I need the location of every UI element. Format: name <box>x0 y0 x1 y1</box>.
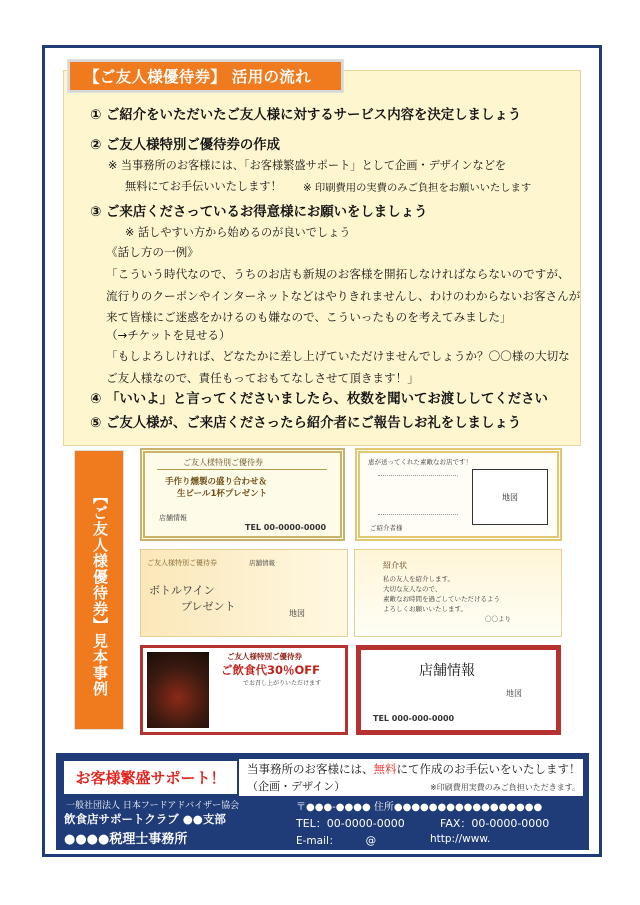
card1-tel: TEL 00-0000-0000 <box>245 523 327 532</box>
samples-side-label-text: 【ご友人様優待券】見本事例 <box>91 489 109 697</box>
flow-title <box>68 60 343 92</box>
footer-tel: TEL：00-0000-0000 <box>296 817 405 830</box>
card5-sub: でお召し上がりいただけます <box>243 680 322 687</box>
footer-url[interactable]: http://www. <box>430 833 491 845</box>
card6-tel: TEL 000-000-0000 <box>373 714 455 723</box>
step-2-note-2b: ※ 印刷費用の実費のみご負担をお願いいたします <box>303 182 532 194</box>
sample-card-4 <box>354 549 562 637</box>
footer-org-2: 飲食店サポートクラブ ●●支部 <box>64 812 226 826</box>
step-5: ⑤ ご友人様が、ご来店くださったら紹介者にご報告しお礼をしましょう <box>90 416 522 431</box>
card6-title: 店舗情報 <box>419 663 475 679</box>
step-3: ③ ご来店くださっているお得意様にお願いをしましょう <box>90 205 428 220</box>
footer <box>56 753 589 850</box>
card1-offer-1: 手作り燻製の盛り合わせ＆ <box>165 477 268 487</box>
step-1: ① ご紹介をいただいたご友人様に対するサービス内容を決定しましょう <box>90 108 522 123</box>
footer-org-3: ●●●●税理士事務所 <box>64 832 188 847</box>
card1-divider <box>157 469 327 470</box>
footer-message-free: 無料 <box>373 762 397 776</box>
sample-card-6 <box>356 645 561 735</box>
card4-line-4: よろしくお願いいたします。 <box>383 605 467 613</box>
card3-offer-1: ボトルワイン <box>149 584 215 597</box>
step-2-note-2a: 無料にてお手伝いいたします！ <box>125 180 282 193</box>
footer-address: 〒●●●-●●●● 住所●●●●●●●●●●●●●●●●● <box>296 802 543 813</box>
footer-note: ※印刷費用実費のみご負担いただきます。 <box>430 783 581 792</box>
footer-top-band <box>62 759 583 796</box>
footer-message-b: にて作成のお手伝いをいたします！ <box>396 762 581 776</box>
card2-message-lines <box>378 475 458 515</box>
footer-org-1: 一般社団法人 日本フードアドバイザー協会 <box>66 801 240 811</box>
card3-offer-2: プレゼント <box>181 600 236 613</box>
sample-card-3 <box>140 549 348 637</box>
step-2: ② ご友人様特別ご優待券の作成 <box>90 138 281 153</box>
footer-email[interactable]: E-mail： @ <box>296 835 377 847</box>
footer-badge-text: お客様繁盛サポート！ <box>75 769 226 787</box>
card5-photo <box>147 652 209 728</box>
step-4: ④ 「いいよ」と言ってくださいましたら、枚数を聞いてお渡ししてください <box>90 392 548 407</box>
quote-line-6: ご友人様なので、責任もっておもてなしさせて頂きます！」 <box>106 371 419 385</box>
card4-heading: 紹介状 <box>383 561 407 570</box>
card5-title: ご友人様特別ご優待券 <box>227 652 302 661</box>
sample-card-5 <box>140 645 348 735</box>
card3-shop-info: 店舗情報 <box>249 559 275 567</box>
samples-side-label <box>74 450 124 730</box>
card4-line-1: 私の友人を紹介します。 <box>383 575 454 583</box>
card1-title: ご友人様特別ご優待券 <box>183 458 263 467</box>
footer-message-line2: （企画・デザイン） <box>247 780 346 793</box>
sample-card-2 <box>355 448 562 541</box>
footer-fax: FAX：00-0000-0000 <box>440 817 550 830</box>
sample-card-1 <box>140 448 345 541</box>
card4-sign: 〇〇より <box>485 615 511 623</box>
quote-line-3: 来て皆様にご迷惑をかけるのも嫌なので、こういったものを考えてみました」 <box>106 310 512 324</box>
flow-title-text: 【ご友人様優待券】 活用の流れ <box>84 68 311 86</box>
card5-offer: ご飲食代30％OFF <box>221 663 320 677</box>
quote-line-1: 「こういう時代なので、うちのお店も新規のお客様を開拓しなければならないのですが、 <box>106 267 570 281</box>
card2-heading: 恵が送ってくれた素敵なお店です！ <box>368 458 472 466</box>
example-heading: 《話し方の一例》 <box>106 245 199 259</box>
footer-message-a: 当事務所のお客様には、 <box>247 762 374 776</box>
card2-signature: ご紹介者様 <box>370 524 403 532</box>
card1-shop-info: 店舗情報 <box>159 514 187 522</box>
card4-line-2: 大切な友人なので、 <box>383 585 442 593</box>
card3-title: ご友人様特別ご優待券 <box>147 559 217 567</box>
quote-line-5: 「もしよろしければ、どなたかに差し上げていただけませんでしょうか？〇〇様の大切な <box>106 349 570 363</box>
card2-map: 地図 <box>472 469 548 525</box>
card4-line-3: 素敵なお時間を過ごしていただけるよう <box>383 595 500 603</box>
card6-map: 地図 <box>506 689 522 698</box>
quote-line-4: （→チケットを見せる） <box>106 328 231 342</box>
step-2-note-1: ※ 当事務所のお客様には、「お客様繁盛サポート」として企画・デザインなどを <box>108 159 507 172</box>
footer-badge <box>62 759 239 796</box>
card1-offer-2: 生ビール1杯プレゼント <box>177 489 268 499</box>
step-3-note: ※ 話しやすい方から始めるのが良いでしょう <box>125 226 351 239</box>
card3-map: 地図 <box>289 609 305 618</box>
quote-line-2: 流行りのクーポンやインターネットなどはやりきれませんし、わけのわからないお客さんが <box>106 289 581 303</box>
footer-message <box>247 761 581 777</box>
